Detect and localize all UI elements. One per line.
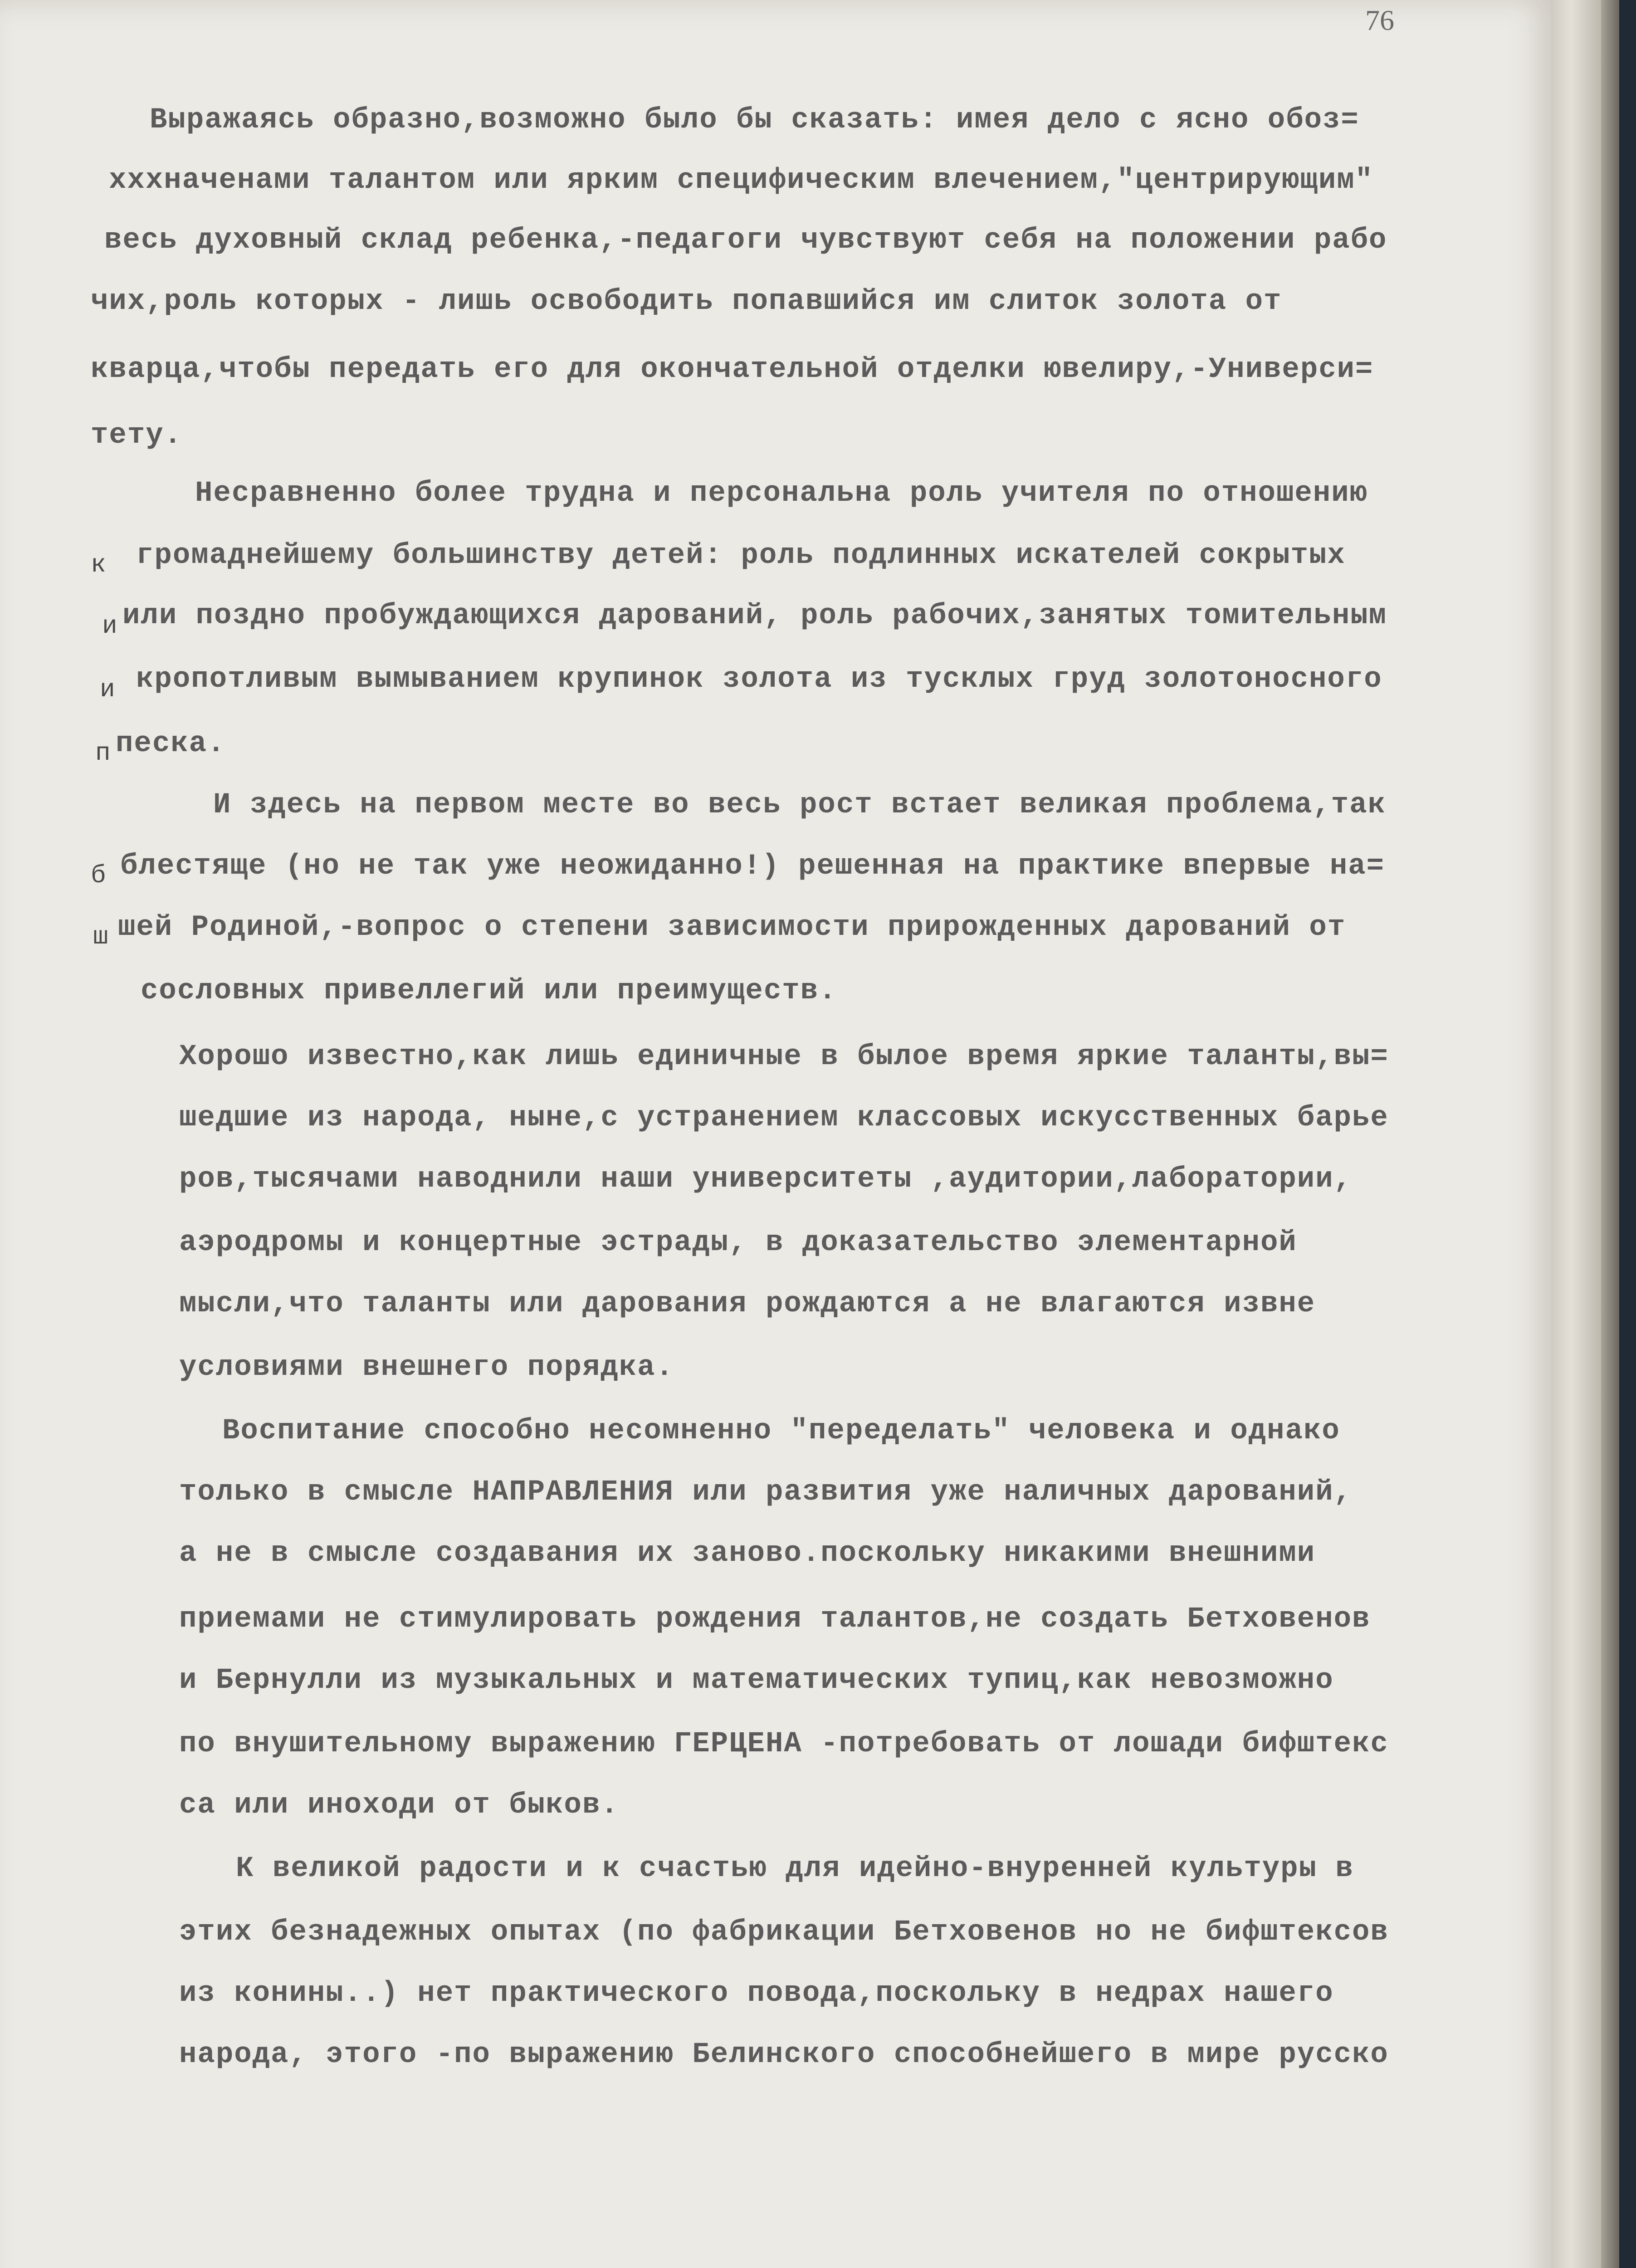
text-line: из конины..) нет практического повода,поскольку в недрах нашего [179, 1977, 1334, 2010]
text-line: сословных привеллегий или преимуществ. [141, 975, 837, 1007]
text-line: или поздно пробуждающихся дарований, роль рабочих,занятых томительным [122, 600, 1387, 632]
text-line: Несравненно более трудна и персональна роль учителя по отношению [195, 477, 1368, 510]
text-line: приемами не стимулировать рождения талантов,не создать Бетховенов [179, 1603, 1371, 1636]
text-line: Хорошо известно,как лишь единичные в былое время яркие таланты,вы= [179, 1041, 1389, 1073]
text-line: И здесь на первом месте во весь рост встает великая проблема,так [213, 789, 1386, 821]
text-line: весь духовный склад ребенка,-педагоги чувствуют себя на положении рабо [104, 224, 1387, 257]
text-line: xxxначенами талантом или ярким специфическим влечением,"центрирующим" [109, 164, 1374, 197]
text-line: этих безнадежных опытах (по фабрикации Бетховенов но не бифштексов [179, 1916, 1389, 1949]
text-line: блестяще (но не так уже неожиданно!) решенная на практике впервые на= [120, 850, 1385, 883]
text-line: песка. [116, 728, 226, 760]
margin-letter: ш [93, 922, 108, 951]
text-line: кварца,чтобы передать его для окончательной отделки ювелиру,-Универси= [91, 353, 1374, 386]
underlying-page-edge [1551, 0, 1601, 2268]
text-line: а не в смысле создавания их заново.поскольку никакими внешними [179, 1537, 1316, 1570]
text-line: ров,тысячами наводнили наши университеты ,аудитории,лаборатории, [179, 1163, 1352, 1196]
text-line: и Бернулли из музыкальных и математических тупиц,как невозможно [179, 1664, 1334, 1697]
text-line: шедшие из народа, ныне,с устранением классовых искусственных барье [179, 1102, 1389, 1134]
text-line: Воспитание способно несомненно "переделать" человека и однако [222, 1415, 1340, 1447]
margin-letter: и [102, 611, 117, 640]
text-line: условиями внешнего порядка. [179, 1351, 674, 1384]
text-line: тету. [91, 419, 183, 452]
text-line: мысли,что таланты или дарования рождаются а не влагаются извне [179, 1288, 1316, 1320]
text-line: са или иноходи от быков. [179, 1789, 619, 1822]
text-line: кропотливым вымыванием крупинок золота из тусклых груд золотоносного [136, 663, 1382, 696]
text-line: чих,роль которых - лишь освободить попавшийся им слиток золота от [91, 285, 1282, 318]
margin-letter: к [91, 550, 106, 579]
text-line: аэродромы и концертные эстрады, в доказательство элементарной [179, 1227, 1297, 1259]
text-line: К великой радости и к счастью для идейно-внуренней культуры в [236, 1853, 1354, 1885]
margin-letter: б [91, 861, 106, 890]
text-line: шей Родиной,-вопрос о степени зависимости прирожденных дарований от [118, 911, 1346, 944]
margin-letter: и [100, 675, 115, 704]
page-number: 76 [1365, 4, 1394, 36]
text-line: только в смысле НАПРАВЛЕНИЯ или развития уже наличных дарований, [179, 1476, 1352, 1509]
text-line: громаднейшему большинству детей: роль подлинных искателей сокрытых [136, 539, 1346, 572]
text-line: Выражаясь образно,возможно было бы сказать: имея дело с ясно обоз= [150, 104, 1359, 137]
text-line: народа, этого -по выражению Белинского способнейшего в мире русско [179, 2038, 1389, 2071]
binder-edge [1601, 0, 1619, 2268]
margin-letter: п [95, 738, 111, 767]
text-line: по внушительному выражению ГЕРЦЕНА -потребовать от лошади бифштекс [179, 1728, 1389, 1760]
